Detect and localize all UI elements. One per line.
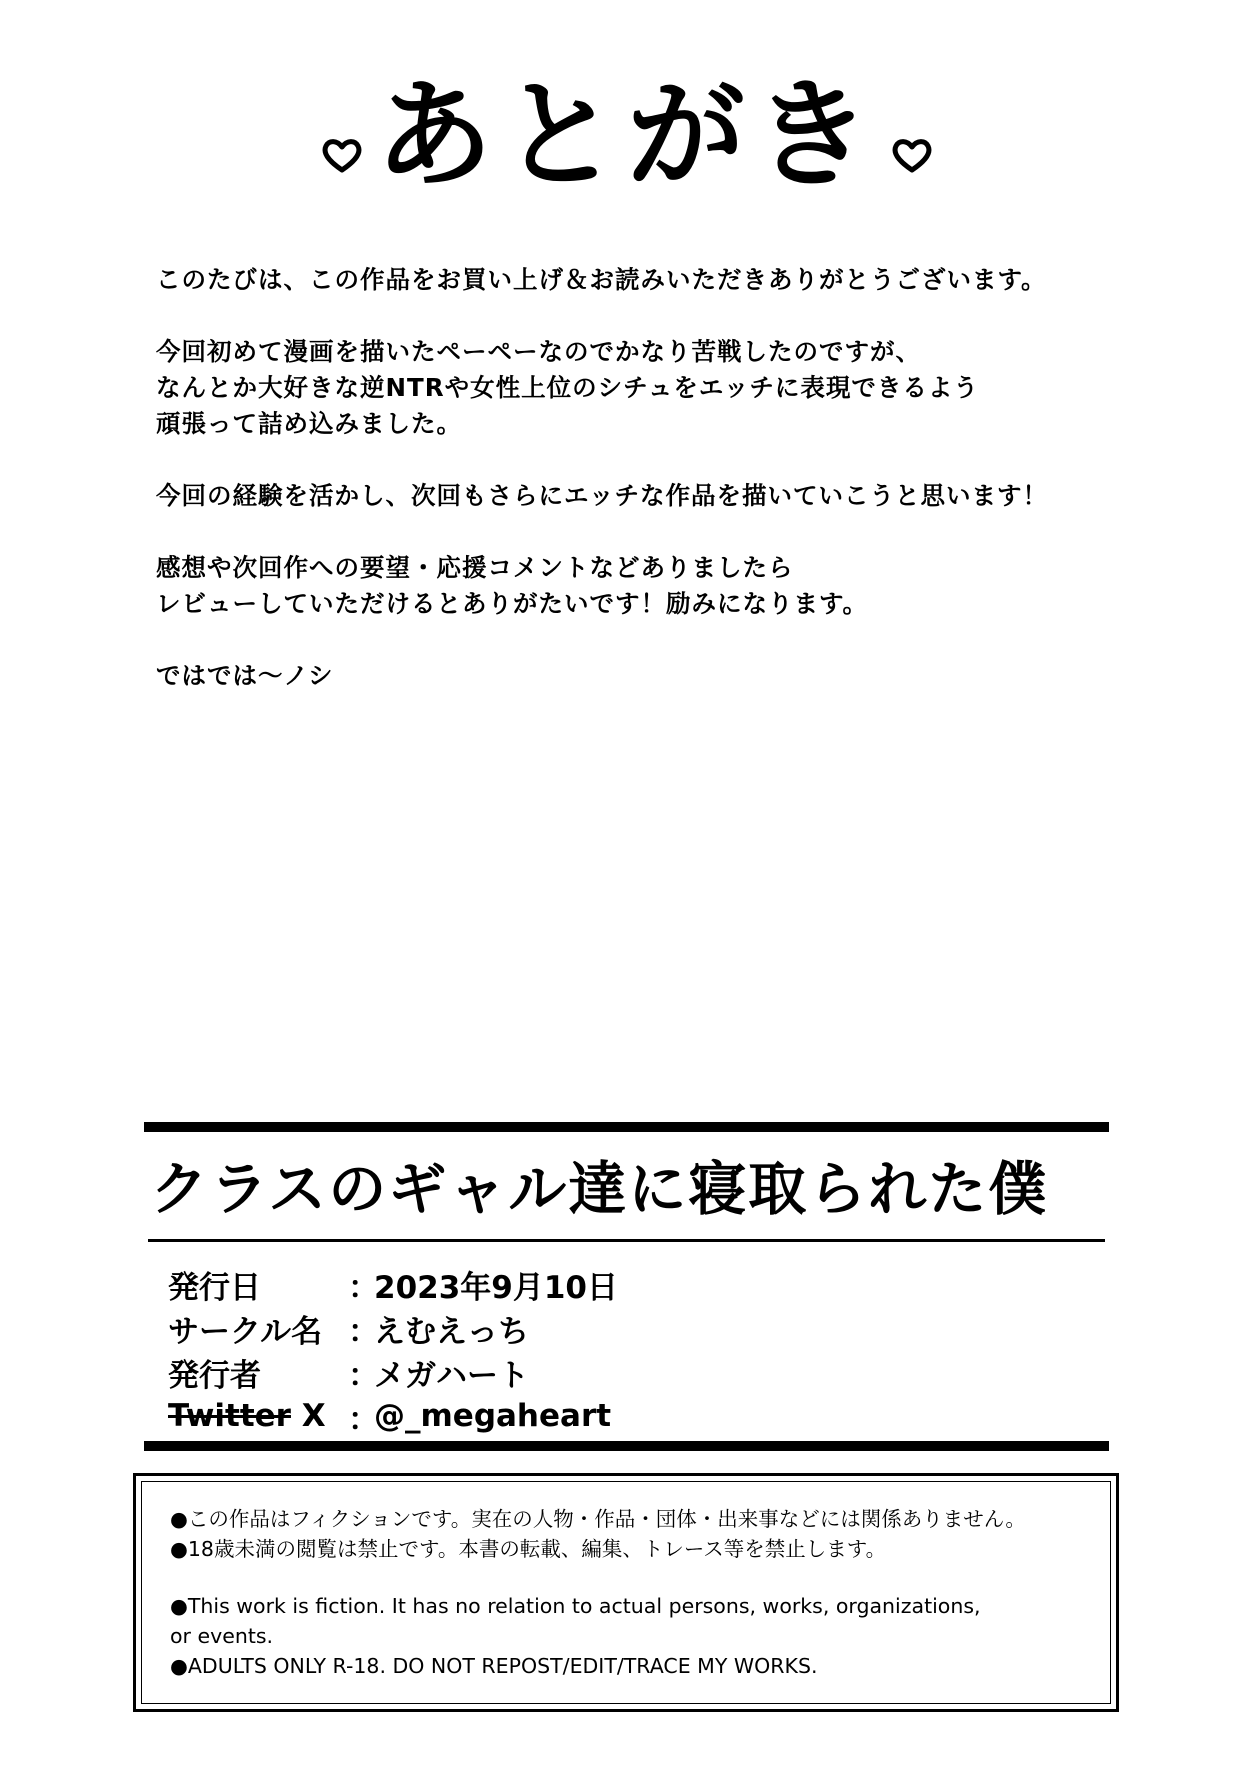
colophon-separator: ： — [348, 1357, 379, 1394]
afterword-body — [156, 262, 1156, 730]
title-underline — [148, 1239, 1105, 1242]
colophon-value: メガハート — [374, 1357, 529, 1394]
body-line: このたびは、この作品をお買い上げ＆お読みいただきありがとうございます。 — [156, 265, 1047, 294]
colophon-table — [168, 1262, 618, 1438]
body-line: なんとか大好きな逆NTRや女性上位のシチュをエッチに表現できるよう — [156, 373, 979, 402]
colophon-value: @_megaheart — [374, 1398, 612, 1434]
struck-twitter-label: Twitter — [168, 1398, 291, 1434]
book-title: クラスのギャル達に寝取られた僕 — [150, 1155, 1049, 1223]
colophon-separator: ： — [348, 1313, 379, 1350]
colophon-bottom-rule — [144, 1441, 1109, 1451]
colophon-row-circle — [168, 1306, 618, 1350]
body-paragraph-5 — [156, 658, 1156, 694]
colophon-label: 発行者 — [168, 1357, 261, 1394]
colophon-separator: ： — [348, 1269, 379, 1306]
colophon-label: 発行日 — [168, 1269, 261, 1306]
heart-left-icon — [321, 136, 363, 174]
body-line: 頑張って詰め込みました。 — [156, 409, 462, 438]
colophon-row-publisher — [168, 1350, 618, 1394]
notice-line: or events. — [170, 1624, 274, 1648]
notice-line: ●ADULTS ONLY R-18. DO NOT REPOST/EDIT/TRACE MY WORKS. — [170, 1654, 818, 1678]
body-line: 今回の経験を活かし、次回もさらにエッチな作品を描いていこうと思います！ — [156, 481, 1049, 510]
heart-right-icon — [891, 136, 933, 174]
body-line: 感想や次回作への要望・応援コメントなどありましたら — [156, 553, 794, 582]
body-line: 今回初めて漫画を描いたペーペーなのでかなり苦戦したのですが、 — [156, 337, 921, 366]
body-paragraph-1 — [156, 262, 1156, 298]
afterword-title: あとがき — [374, 65, 879, 204]
body-line: ではでは〜ノシ — [156, 661, 334, 690]
notice-box — [133, 1473, 1119, 1712]
notice-inner-frame — [141, 1481, 1111, 1704]
notice-line: ●18歳未満の閲覧は禁止です。本書の転載、編集、トレース等を禁止します。 — [170, 1537, 887, 1561]
x-label: X — [301, 1398, 326, 1434]
body-line: レビューしていただけるとありがたいです！励みになります。 — [156, 589, 869, 618]
colophon-label: サークル名 — [168, 1313, 323, 1350]
notice-line: ●この作品はフィクションです。実在の人物・作品・団体・出来事などには関係ありません。 — [170, 1507, 1026, 1531]
colophon-value: 2023年9月10日 — [374, 1269, 618, 1306]
body-paragraph-3 — [156, 478, 1156, 514]
notice-line: ●This work is fiction. It has no relation to actual persons, works, organizations, — [170, 1594, 981, 1618]
colophon-value: えむえっち — [374, 1313, 529, 1350]
body-paragraph-2 — [156, 334, 1156, 442]
body-paragraph-4 — [156, 550, 1156, 622]
colophon-row-social — [168, 1394, 618, 1438]
colophon-separator: ： — [348, 1401, 379, 1438]
colophon-label — [168, 1398, 348, 1434]
colophon-top-rule — [144, 1122, 1109, 1132]
afterword-heading — [0, 55, 1254, 215]
colophon-row-date — [168, 1262, 618, 1306]
